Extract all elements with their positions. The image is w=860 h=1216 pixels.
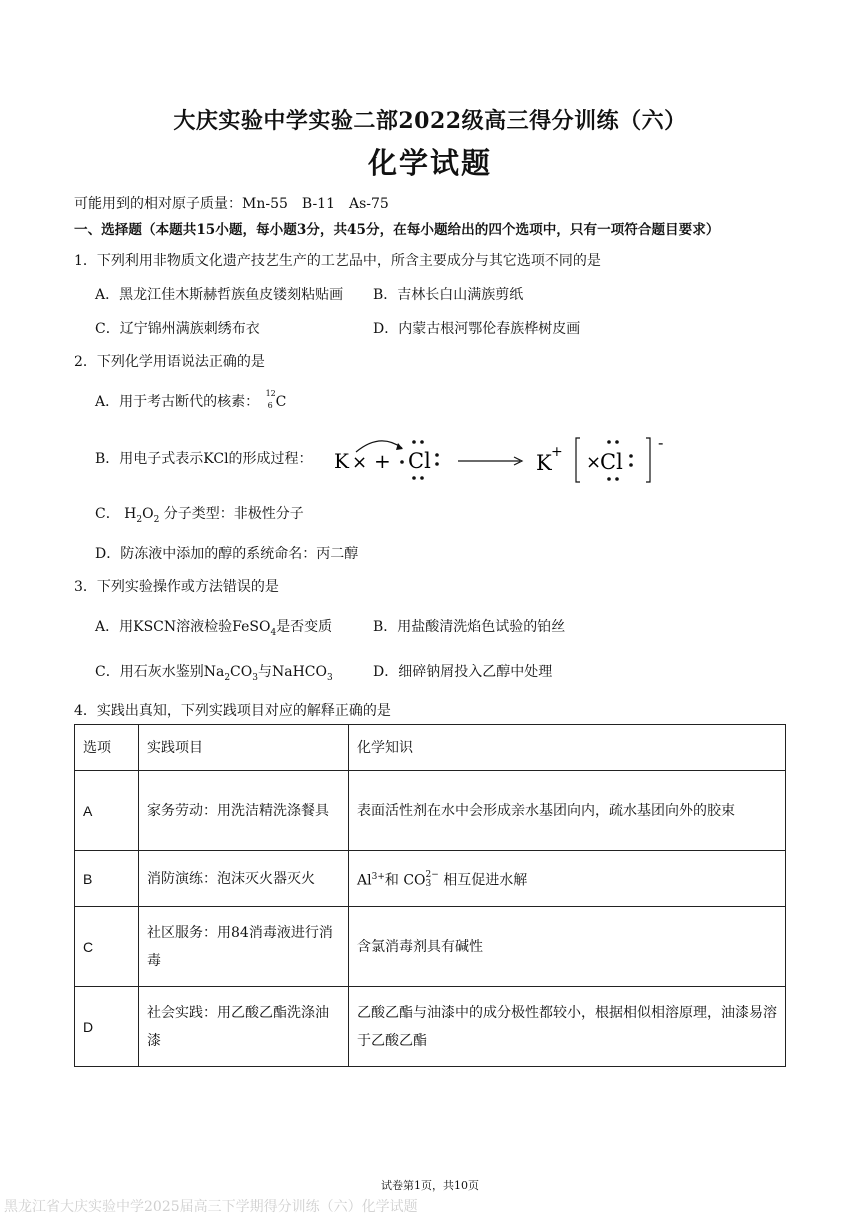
- element-symbol: C: [275, 394, 287, 410]
- dot: [435, 462, 439, 466]
- q1-option-a: A．黑龙江佳木斯赫哲族鱼皮镂刻粘贴画: [95, 287, 344, 303]
- q2-option-c-text: 分子类型：非极性分子: [163, 506, 304, 522]
- subscript: 3: [252, 672, 258, 683]
- atomic-number: 6: [267, 401, 273, 410]
- q2-option-b: B．用电子式表示KCl的形成过程：: [95, 451, 313, 467]
- cross-electron-ion: ×: [586, 452, 602, 473]
- subject-title: 化学试题: [367, 146, 492, 180]
- option-cell: A: [75, 771, 139, 851]
- subscript: 3: [425, 879, 432, 890]
- q3-option-b: B．用盐酸清洗焰色试验的铂丝: [373, 619, 566, 635]
- mass-number: 12: [265, 389, 276, 398]
- q1-option-c: C．辽宁锦州满族刺绣布衣: [95, 321, 260, 337]
- subscript: 3: [326, 672, 333, 683]
- dot: [607, 477, 611, 481]
- nuclide-notation: [264, 389, 276, 411]
- cl-charge: -: [658, 433, 664, 452]
- section-heading: 一、选择题（本题共15小题，每小题3分，共45分，在每小题给出的四个选项中，只有一项符合题目要求）: [74, 222, 720, 238]
- dot: [607, 440, 611, 444]
- q2-option-d: D．防冻液中添加的醇的系统命名：丙二醇: [95, 546, 359, 562]
- q2-option-a-text: A．用于考古断代的核素：: [95, 394, 260, 410]
- al-symbol: Al: [357, 872, 372, 889]
- table-header-cell: 实践项目: [139, 725, 349, 771]
- dot: [420, 476, 424, 480]
- cl-ion: Cl: [600, 450, 623, 474]
- q3-stem: 3．下列实验操作或方法错误的是: [74, 579, 279, 595]
- dot: [420, 440, 424, 444]
- subscript: 4: [270, 627, 277, 638]
- q1-stem: 1．下列利用非物质文化遗产技艺生产的工艺品中，所含主要成分与其它选项不同的是: [74, 253, 601, 269]
- q2-stem: 2．下列化学用语说法正确的是: [74, 354, 265, 370]
- table-row: [75, 907, 786, 987]
- co-sub-sup: [426, 871, 439, 889]
- knowledge-cell: [349, 851, 786, 907]
- q2-option-a: [95, 391, 286, 411]
- dot: [412, 440, 416, 444]
- superscript: 3+: [371, 871, 385, 882]
- q3-option-a: [95, 616, 332, 638]
- knowledge-cell: 表面活性剂在水中会形成亲水基团向内，疏水基团向外的胶束: [349, 771, 786, 851]
- table-row: [75, 851, 786, 907]
- k-ion: K: [536, 451, 552, 475]
- q3-option-c-post: 与NaHCO: [257, 664, 327, 680]
- dot: [615, 440, 619, 444]
- q1-option-b: B．吉林长白山满族剪纸: [373, 287, 524, 303]
- q2-option-c-label: C．: [95, 506, 120, 522]
- q4-stem: 4．实践出真知，下列实践项目对应的解释正确的是: [74, 703, 391, 719]
- q3-option-c: [95, 661, 333, 683]
- project-cell: 家务劳动：用洗洁精洗涤餐具: [139, 771, 349, 851]
- subscript: 2: [224, 672, 231, 683]
- formula-o: O: [142, 506, 154, 522]
- q3-option-d: D．细碎钠屑投入乙醇中处理: [373, 664, 553, 680]
- conjunction: 和: [384, 872, 399, 889]
- page-footer: 试卷第1页，共10页: [381, 1179, 479, 1192]
- dot: [615, 477, 619, 481]
- left-bracket: [576, 438, 580, 482]
- project-cell: 社会实践：用乙酸乙酯洗涤油漆: [139, 987, 349, 1067]
- watermark-text: 黑龙江省大庆实验中学2025届高三下学期得分训练（六）化学试题: [4, 1199, 418, 1215]
- option-cell: C: [75, 907, 139, 987]
- atomic-mass-line: 可能用到的相对原子质量：Mn-55 B-11 As-75: [74, 196, 389, 212]
- table-header-cell: 化学知识: [349, 725, 786, 771]
- dot: [435, 453, 439, 457]
- right-bracket: [646, 438, 650, 482]
- kcl-electron-formula: [328, 426, 678, 488]
- table-row: [75, 987, 786, 1067]
- q3-option-a-post: 是否变质: [276, 619, 333, 635]
- cross-electron: ×: [352, 452, 368, 473]
- q2-option-c: [95, 503, 304, 525]
- k-symbol: K: [334, 449, 349, 473]
- plus-sign: +: [374, 449, 391, 473]
- knowledge-cell: 含氯消毒剂具有碱性: [349, 907, 786, 987]
- exam-title: 大庆实验中学实验二部2022级高三得分训练（六）: [173, 108, 687, 134]
- project-cell: 消防演练：泡沫灭火器灭火: [139, 851, 349, 907]
- knowledge-cell: 乙酸乙酯与油漆中的成分极性都较小，根据相似相溶原理，油漆易溶于乙酸乙酯: [349, 987, 786, 1067]
- superscript: 2−: [425, 870, 439, 881]
- subscript: 2: [136, 514, 143, 525]
- k-charge: +: [551, 444, 563, 460]
- table-row: [75, 771, 786, 851]
- cl-symbol: Cl: [408, 449, 431, 473]
- co-symbol: CO: [403, 872, 426, 889]
- q3-option-c-pre: C．用石灰水鉴别Na: [95, 664, 225, 680]
- table-header-cell: 选项: [75, 725, 139, 771]
- q4-table: [74, 724, 786, 1067]
- option-cell: B: [75, 851, 139, 907]
- q3-option-c-mid: CO: [230, 664, 253, 680]
- dot: [629, 454, 633, 458]
- knowledge-tail: 相互促进水解: [443, 872, 528, 889]
- option-cell: D: [75, 987, 139, 1067]
- q3-option-a-pre: A．用KSCN溶液检验FeSO: [95, 619, 271, 635]
- q1-option-d: D．内蒙古根河鄂伦春族桦树皮画: [373, 321, 581, 337]
- transfer-arrow-head: [396, 443, 403, 450]
- dot: [629, 463, 633, 467]
- subscript: 2: [153, 514, 160, 525]
- formula-h: H: [124, 506, 137, 522]
- project-cell: 社区服务：用84消毒液进行消毒: [139, 907, 349, 987]
- dot: [412, 476, 416, 480]
- table-header-row: [75, 725, 786, 771]
- dot: [400, 460, 404, 464]
